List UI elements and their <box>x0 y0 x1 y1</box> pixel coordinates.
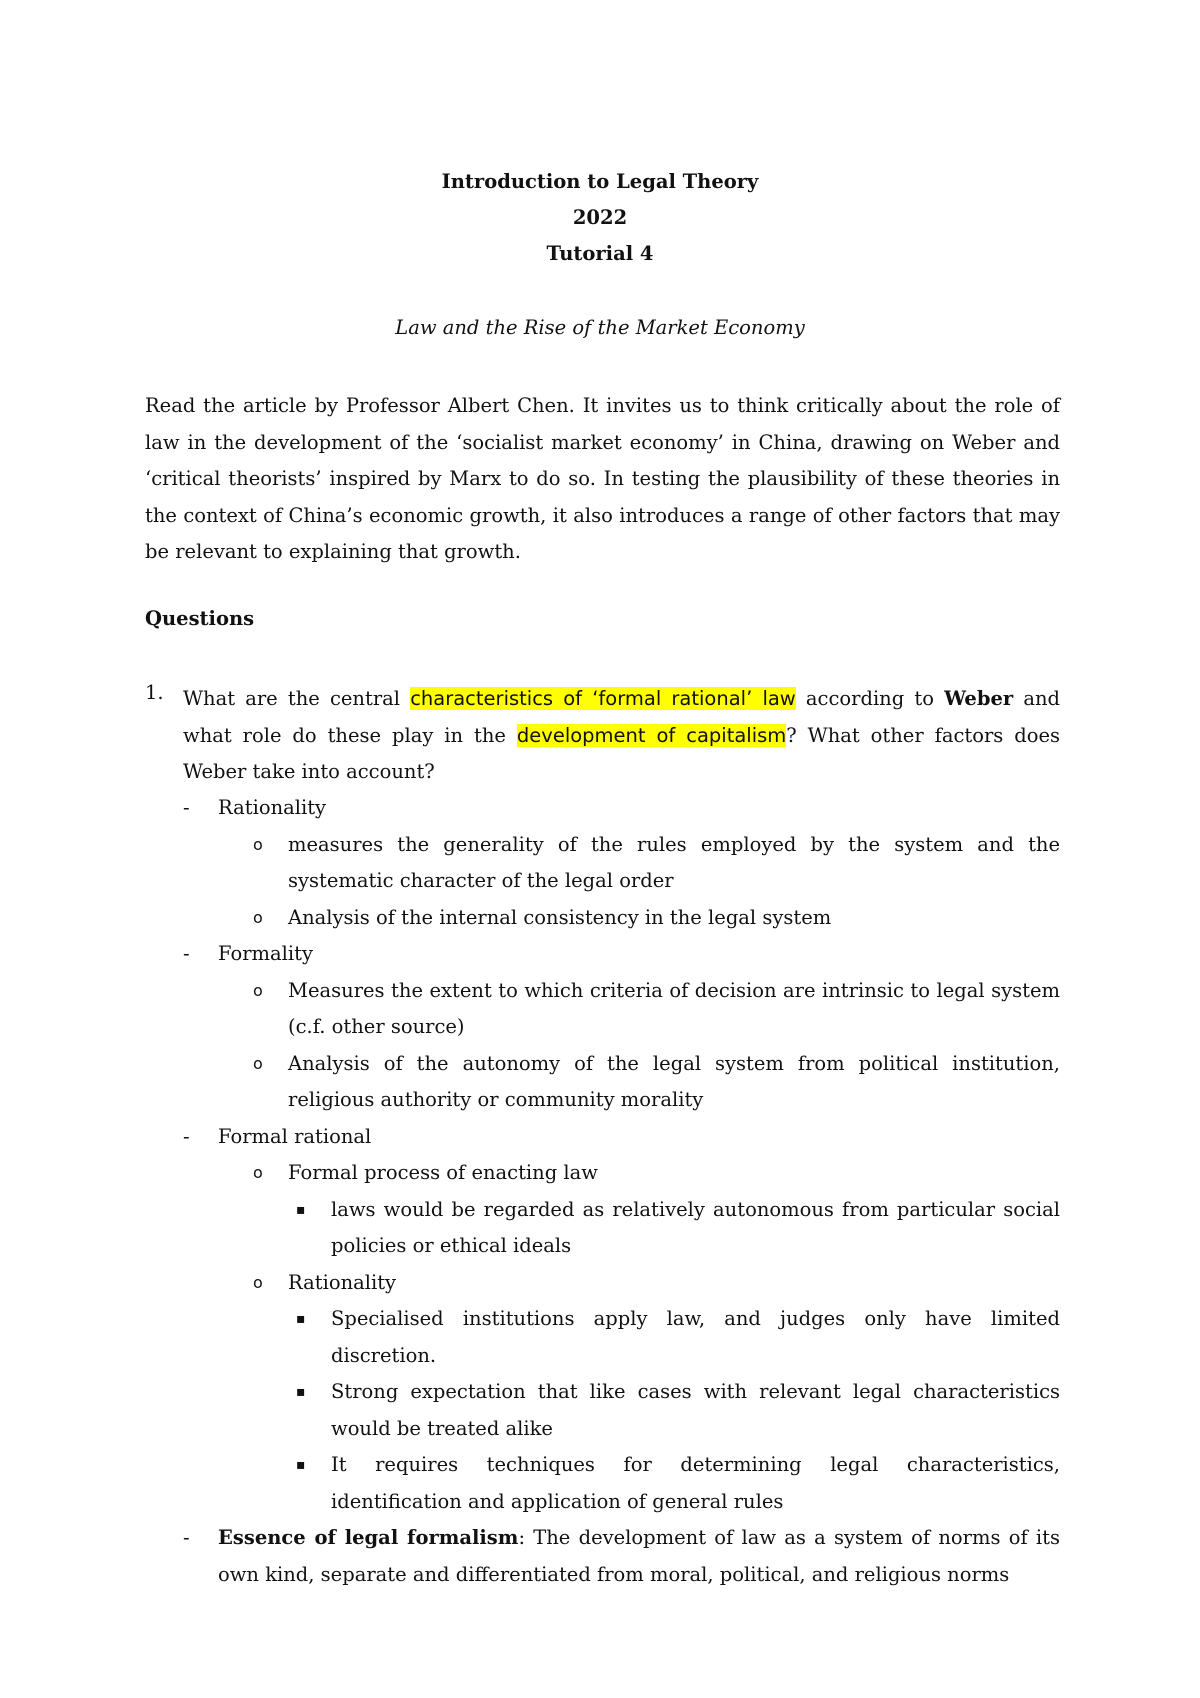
document-subtitle: Law and the Rise of the Market Economy <box>395 316 805 339</box>
notes-list <box>183 790 1060 1593</box>
list-item: ▪ It requires techniques for determining legal characteristics, identification and application of general rules <box>296 1447 1060 1520</box>
sublist <box>218 973 1060 1119</box>
question-text: and what role do these play in the <box>183 687 1060 747</box>
highlight-development-of-capitalism: development of capitalism <box>516 723 787 747</box>
document-year: 2022 <box>572 206 628 229</box>
list-item: o Analysis of the autonomy of the legal system from political institution, religious authority or community morality <box>253 1046 1060 1119</box>
list-item-formality <box>183 936 1060 1119</box>
question-number: 1. <box>145 681 164 704</box>
essence-label: Essence of legal formalism <box>218 1526 519 1549</box>
sub-sublist <box>288 1301 1060 1520</box>
list-item-label: Rationality <box>288 1270 397 1294</box>
sublist <box>218 827 1060 937</box>
list-item: o Analysis of the internal consistency in the legal system <box>253 900 1060 937</box>
tutorial-number: Tutorial 4 <box>546 242 654 265</box>
list-item-label: Rationality <box>218 796 327 819</box>
list-item-formal-rational <box>183 1119 1060 1521</box>
list-item-label: Formal process of enacting law <box>288 1161 598 1184</box>
list-item: ▪ laws would be regarded as relatively autonomous from particular social policies or ethical ideals <box>296 1192 1060 1265</box>
intro-paragraph: Read the article by Professor Albert Chen. It invites us to think critically about the role of law in the development of the ‘socialist market economy’ in China, drawing on Weber and ‘critical theorists’ inspired by Marx to do so. In testing the plausibility of these theories in the context of China’s economic growth, it also introduces a range of other factors that may be relevant to explaining that growth. <box>145 394 1060 563</box>
list-item-process <box>253 1155 1060 1265</box>
sub-sublist <box>288 1192 1060 1265</box>
question-text: What are the central <box>183 687 411 710</box>
list-item-label: Formality <box>218 942 313 965</box>
list-item: ▪ Strong expectation that like cases with relevant legal characteristics would be treated alike <box>296 1374 1060 1447</box>
highlight-formal-rational-law: characteristics of ‘formal rational’ law <box>410 687 796 710</box>
sublist <box>218 1155 1060 1520</box>
question-text: ? What other factors does Weber take into account? <box>183 723 1060 783</box>
list-item-label: Formal rational <box>218 1124 372 1148</box>
list-item: o measures the generality of the rules employed by the system and the systematic character of the legal order <box>253 827 1060 900</box>
list-item: o Measures the extent to which criteria of decision are intrinsic to legal system (c.f. other source) <box>253 973 1060 1046</box>
question-1 <box>183 681 1060 791</box>
list-item: ▪ Specialised institutions apply law, and judges only have limited discretion. <box>296 1301 1060 1374</box>
essence-text: : The development of law as a system of norms of its own kind, separate and differentiated from moral, political, and religious norms <box>218 1526 1060 1586</box>
bold-weber: Weber <box>944 687 1014 710</box>
list-item-rationality <box>183 790 1060 936</box>
list-item-rationality <box>253 1265 1060 1521</box>
list-item-essence <box>183 1520 1060 1593</box>
document-title: Introduction to Legal Theory <box>441 170 759 193</box>
questions-heading: Questions <box>145 607 255 630</box>
question-text: according to <box>795 687 945 710</box>
